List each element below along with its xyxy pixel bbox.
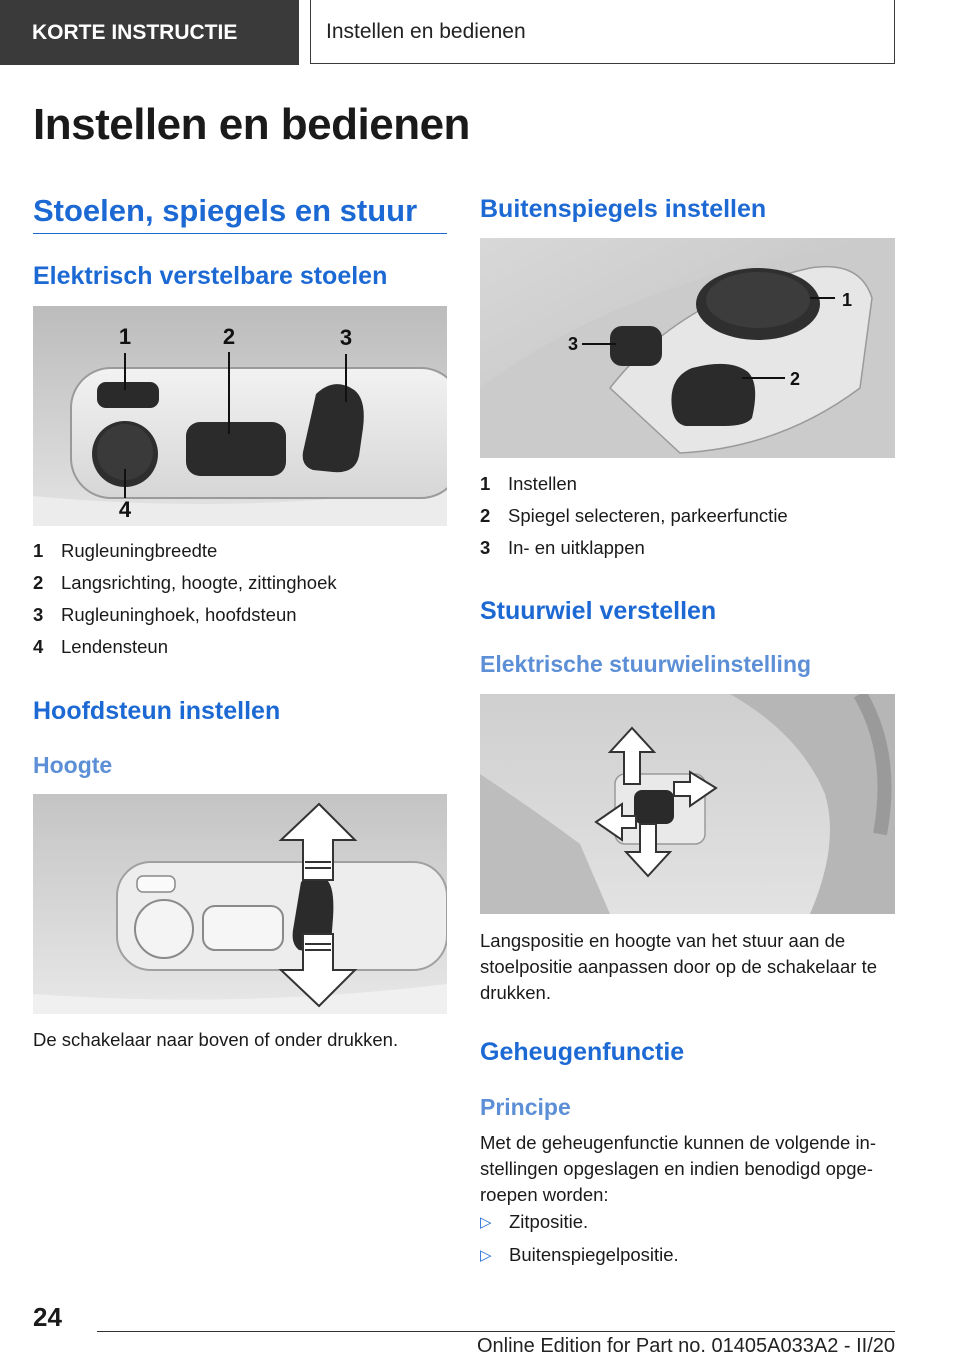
list-item-number: 3 xyxy=(480,537,491,558)
list-item xyxy=(33,604,337,636)
steering-title: Stuurwiel verstellen xyxy=(480,597,717,625)
steering-text-line: stoelpositie aanpassen door op de schakelaar te xyxy=(480,956,877,977)
headrest-switch-photo xyxy=(33,794,447,1014)
list-item-text: Rugleuninghoek, hoofdsteun xyxy=(61,604,297,625)
mirror-callout-2: 2 xyxy=(790,369,801,389)
list-item-number: 2 xyxy=(480,505,491,526)
list-item-text: Langsrichting, hoogte, zittinghoek xyxy=(61,572,337,593)
headrest-subtitle: Hoogte xyxy=(33,752,113,778)
memory-text-line: stellingen opgeslagen en indien benodigd opge- xyxy=(480,1158,873,1179)
steering-subtitle: Elektrische stuurwielinstelling xyxy=(480,651,812,677)
list-item xyxy=(480,473,788,505)
memory-text-line: roepen worden: xyxy=(480,1184,609,1205)
memory-text xyxy=(480,1130,876,1208)
list-item-number: 4 xyxy=(33,636,44,657)
memory-subtitle: Principe xyxy=(480,1094,571,1120)
steering-text-line: drukken. xyxy=(480,982,551,1003)
steering-text xyxy=(480,928,877,1006)
list-item-text: In- en uitklappen xyxy=(508,537,645,558)
list-item xyxy=(33,540,337,572)
triangle-bullet-icon: ▷ xyxy=(480,1247,492,1264)
list-item-text: Zitpositie. xyxy=(509,1211,589,1232)
section-heading: Stoelen, spiegels en stuur xyxy=(33,193,418,228)
list-item xyxy=(480,505,788,537)
list-item-text: Instellen xyxy=(508,473,577,494)
mirrors-title: Buitenspiegels instellen xyxy=(480,195,767,223)
footer-text: Online Edition for Part no. 01405A033A2 - II/20 xyxy=(476,1335,895,1357)
list-item-number: 1 xyxy=(33,540,44,561)
headrest-title: Hoofdsteun instellen xyxy=(33,697,281,725)
steering-switch-photo xyxy=(480,694,895,914)
memory-bullet-list xyxy=(480,1211,679,1277)
memory-title: Geheugenfunctie xyxy=(480,1038,685,1066)
memory-text-line: Met de geheugenfunctie kunnen de volgende in- xyxy=(480,1132,876,1153)
footer-rule xyxy=(97,1331,895,1332)
mirror-callout-1: 1 xyxy=(842,290,853,310)
list-item xyxy=(480,537,788,569)
list-item-number: 1 xyxy=(480,473,491,494)
seat-callout-4: 4 xyxy=(118,497,132,522)
seat-callout-3: 3 xyxy=(339,325,353,350)
steering-text-line: Langspositie en hoogte van het stuur aan de xyxy=(480,930,846,951)
page-title: Instellen en bedienen xyxy=(33,100,470,149)
section-heading-rule xyxy=(33,233,447,234)
list-item-number: 2 xyxy=(33,572,44,593)
list-item-text: Spiegel selecteren, parkeerfunctie xyxy=(508,505,788,526)
list-item-text: Rugleuningbreedte xyxy=(61,540,218,561)
list-item xyxy=(480,1244,679,1277)
mirror-callout-3: 3 xyxy=(568,334,579,354)
seat-callout-1: 1 xyxy=(118,324,132,349)
page-number: 24 xyxy=(33,1302,62,1332)
headrest-text: De schakelaar naar boven of onder drukken. xyxy=(33,1029,399,1050)
list-item-number: 3 xyxy=(33,604,44,625)
mirror-controls-photo xyxy=(480,238,895,458)
list-item xyxy=(33,572,337,604)
list-item xyxy=(33,636,337,668)
seat-legend-list xyxy=(33,540,337,668)
section-tab[interactable]: KORTE INSTRUCTIE xyxy=(0,0,299,65)
list-item-text: Lendensteun xyxy=(61,636,168,657)
list-item xyxy=(480,1211,679,1244)
seats-title: Elektrisch verstelbare stoelen xyxy=(33,262,388,290)
mirror-legend-list xyxy=(480,473,788,569)
seat-callout-2: 2 xyxy=(222,324,236,349)
triangle-bullet-icon: ▷ xyxy=(480,1214,492,1231)
chapter-tab[interactable]: Instellen en bedienen xyxy=(310,0,895,64)
seat-controls-photo xyxy=(33,306,447,526)
list-item-text: Buitenspiegelpositie. xyxy=(509,1244,679,1265)
